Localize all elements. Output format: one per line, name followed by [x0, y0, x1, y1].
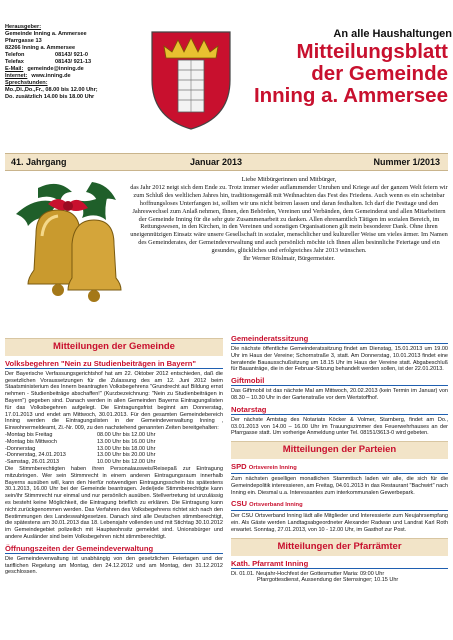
- publisher-heading: Herausgeber:: [5, 24, 42, 30]
- article-text: Zum nächsten geselligen monatlichen Stammtisch laden wir alle, die sich für die Gemeindepolitik interessieren, am Freitag, 04.01.2013 in das Restaurant "Bachwirt" nach Inning ein. Diesmal u.a. Interessantes zum interkommunalen Gewerbepark.: [231, 475, 448, 496]
- section-heading-parteien: Mitteilungen der Parteien: [231, 441, 448, 459]
- volume-label: 41. Jahrgang: [11, 157, 67, 167]
- audience-line: An alle Haushaltungen: [333, 28, 452, 40]
- title-line: Inning a. Ammersee: [253, 84, 448, 107]
- phone-number: 08143/ 921-0: [55, 52, 88, 58]
- mayor-letter: [130, 176, 448, 263]
- article-heading: Öffnungszeiten der Gemeindeverwaltung: [5, 544, 223, 554]
- letter-body: das Jahr 2012 neigt sich dem Ende zu. Trotz immer wieder auflammender Unruhen und Kriege auf der ganzen Welt feiern wir zum Schluß des weltlichen Jahres hin, traditionsgemäß mit Weihnachten das Fest des Friedens. Auch wenn es ein scheinbar hoffnungsloses Unterfangen ist, sollten wir uns nicht beirren lassen und daran festhalten. Ich darf die Festtage und den Jahreswechsel zum Anlaß nehmen, Ihnen, den Behörden, Vereinen und Verbänden, dem Gemeinderat und allen Mitarbeitern der Gemeinde Inning für die sehr gute Zusammenarbeit zu danken. Allen ehrenamtlich Tätigen im sozialen Bereich, im Rettungswesen, in den Kirchen, in den Vereinen und sonstigen Organisationen gilt mein besonderer Dank. Ohne ihren uneigennützigen Einsatz wäre unsere Gesellschaft in sozialer, menschlicher und kultureller Weise um vieles ärmer. Im Namen des Gemeinderates, der Gemeindeverwaltung und auch persönlich möchte ich Ihnen allen besinnliche Feiertage und ein gesundes, glückliches und erfolgreiches Jahr 2013 wünschen.: [130, 183, 448, 255]
- article-heading: [231, 499, 448, 511]
- schedule-row: [5, 459, 223, 466]
- schedule-day: -Montag bis Freitag: [5, 431, 53, 438]
- email-link[interactable]: gemeinde@inning.de: [27, 66, 84, 72]
- schedule-day: -Montag bis Mittwoch: [5, 438, 57, 445]
- article-heading: Kath. Pfarramt Inning: [231, 559, 448, 569]
- office-hours-extra: Do. zusätzlich 14.00 bis 18.00 Uhr: [5, 94, 95, 100]
- article-text: Di. 01.01. Neujahr-Hochfest der Gottesmutter Maria: 09:00 Uhr: [231, 570, 385, 577]
- coat-of-arms-icon: [148, 28, 234, 132]
- party-unit: Ortsverband Inning: [249, 502, 303, 509]
- fax-label: Telefax: [5, 59, 24, 65]
- web-link[interactable]: www.inning.de: [31, 73, 71, 79]
- schedule-row: [5, 446, 223, 453]
- schedule-time: 08.00 Uhr bis 12.00 Uhr: [97, 431, 156, 438]
- letter-signature: Ihr Werner Röslmair, Bürgermeister.: [243, 255, 335, 263]
- section-heading-pfarraemter: Mitteilungen der Pfarrämter: [231, 538, 448, 556]
- email-label: E-Mail:: [5, 66, 24, 72]
- party-name: SPD: [231, 461, 247, 471]
- article-heading: [231, 462, 448, 474]
- issue-month: Januar 2013: [190, 157, 243, 167]
- issue-number: Nummer 1/2013: [373, 157, 440, 167]
- schedule-row: [5, 432, 223, 439]
- article-text: Die nächste öffentliche Gemeinderatssitzung findet am Dienstag, 15.01.2013 um 19.00 Uhr im Haus der Vereine; Schornstraße 3, statt. Am Donnerstag, 10.01.2013 findet eine beratende Bauausschußsitzung um 18.15 Uhr im Haus der Vereine statt. Abgabeschluß für Bauanträge, die in der Februar-Sitzung behandelt werden sollen, ist der 22.01.2013.: [231, 346, 448, 373]
- schedule-day: -Donnerstag: [5, 445, 36, 452]
- party-name: CSU: [231, 499, 248, 509]
- address-line: 82266 Inning a. Ammersee: [5, 45, 76, 51]
- letter-salutation: Liebe Mitbürgerinnen und Mitbürger,: [241, 176, 337, 183]
- schedule-time: 10.00 Uhr bis 12.00 Uhr: [97, 459, 156, 466]
- title-line: Mitteilungsblatt: [296, 40, 448, 63]
- article-text: Der nächste Amtstag des Notariats Köcker & Volmer, Starnberg, findet am Do., 03.01.2013 von 14.00 – 16.00 Uhr im Trauungszimmer des Feuerwehrhauses an der Pfarrgasse statt. Um vorherige Anmeldung unter Tel. 08151/3613-0 wird gebeten.: [231, 416, 448, 437]
- publisher-address: [5, 24, 145, 101]
- article-text: Das Giftmobil ist das nächste Mal am Mittwoch, 20.02.2013 (kein Termin im Januar) von 08.30 – 10.30 Uhr in der Gartenstraße vor dem Wertstoffhof.: [231, 388, 448, 401]
- article-text: Der Bayerische Verfassungsgerichtshof hat am 22. Oktober 2012 entschieden, daß die gesetzlichen Voraussetzungen für die Zulassung des am 12. Juni 2012 beim Staatsministerium des Innern beantragten Volksbegehrens "Grundrecht auf Bildung ernst nehmen - Studienbeiträge abschaffen!" (Kurzbezeichnung: "Nein zu Studienbeiträgen in Bayern") gegeben sind. Danach werden in allen Gemeinden Bayerns Eintragungslisten für das Volksbegehren aufgelegt. Die Eintragungsfrist beginnt am Donnerstag, 17.01.2013 und endet am Mittwoch, 30.01.2013. Für den gesamten Gemeindebereich Inning werden die Eintragungslisten in der Gemeindeverwaltung Inning , Einwohnermeldeamt, Zi.-Nr. 009, zu den nachstehend genannten Zeiten bereitgehalten:: [5, 370, 223, 432]
- schedule-list: [5, 432, 223, 466]
- schedule-day: -Donnerstag, 24.01.2013: [5, 452, 66, 459]
- article-heading: Giftmobil: [231, 376, 448, 386]
- masthead-title: [240, 41, 448, 107]
- hours-heading: Sprechstunden:: [5, 80, 48, 86]
- article-heading: Volksbegehren "Nein zu Studienbeiträgen in Bayern": [5, 359, 223, 369]
- article-heading: Notarstag: [231, 405, 448, 415]
- article-text: Der CSU Ortsverband Inning lädt alle Mitglieder und Interessierte zum Neujahrsempfang ein. Als Gäste werden Landtagsabgeordneter Alexander Radwan und Landrat Karl Roth erwartet. Sonntag, 27.01.2013, von 10 - 12.00 Uhr, im Gasthof zur Post.: [231, 513, 448, 533]
- fax-number: 08143/ 921-13: [55, 59, 92, 65]
- title-line: der Gemeinde: [311, 62, 448, 85]
- issue-info-bar: [5, 153, 448, 171]
- schedule-row: [5, 439, 223, 446]
- schedule-row: [5, 452, 223, 459]
- web-label: Internet:: [5, 73, 28, 79]
- party-unit: Ortsverein Inning: [248, 464, 297, 471]
- article-text: Die Gemeindeverwaltung ist unabhängig von den gesetzlichen Feiertagen und der tariflichen Regelung am Montag, den 24.12.2012 und am Montag, den 31.12.2012 geschlossen.: [5, 555, 223, 576]
- article-heading: Gemeinderatssitzung: [231, 334, 448, 344]
- schedule-time: 13.00 Uhr bis 18.00 Uhr: [97, 445, 156, 452]
- address-line: Gemeinde Inning a. Ammersee: [5, 31, 87, 37]
- article-text: Pfarrgottesdienst, Aussendung der Sternsinger; 10.15 Uhr: [257, 577, 399, 584]
- left-column: [5, 338, 223, 576]
- address-line: Pfarrgasse 13: [5, 38, 42, 44]
- schedule-time: 13.00 Uhr bis 16.00 Uhr: [97, 438, 156, 445]
- office-hours: Mo.,Di.,Do.,Fr., 08.00 bis 12.00 Uhr;: [5, 87, 98, 93]
- section-heading-gemeinde: Mitteilungen der Gemeinde: [5, 338, 223, 356]
- schedule-day: -Samstag, 26.01.2013: [5, 459, 60, 466]
- schedule-time: 13.00 Uhr bis 20.00 Uhr: [97, 452, 156, 459]
- right-column: [231, 331, 448, 584]
- christmas-bells-icon: [8, 174, 126, 324]
- phone-label: Telefon: [5, 52, 25, 58]
- article-text: Die Stimmberechtigten haben ihren Personalausweis/Reisepaß zur Eintragung mitzubringen. Wer sein Stimmrecht in einem anderen Eintragungsraum innerhalb Bayerns ausüben will, kann den hierfür notwendigen Eintragungsschein bis spätestens 30.1.2013, 16.00 Uhr bei der Gemeinde beantragen. Jede/jede Stimmberechtigte kann sein/ihr Stimmrecht nur einmal und nur persönlich ausüben. Stellvertretung ist unzulässig es besteht keine Möglichkeit, die Eintragung brieflich zu erklären. Die Eintragung kann nicht zurückgenommen werden. Das Verfahren des Volksbegehrens richtet sich nach den Bestimmungen des Landeswahlgesetzes. Danach sind alle Deutschen stimmberechtigt, die spätestens am 30.01.2013 das 18. Lebensjahr vollenden und mit Stichtag 30.10.2012 im Gemeindegebiet polizeilich mit Hauptwohnsitz gemeldet sind. Unionsbürger und andere Ausländer sind beim Volksbegehren nicht stimmberechtigt.: [5, 465, 223, 540]
